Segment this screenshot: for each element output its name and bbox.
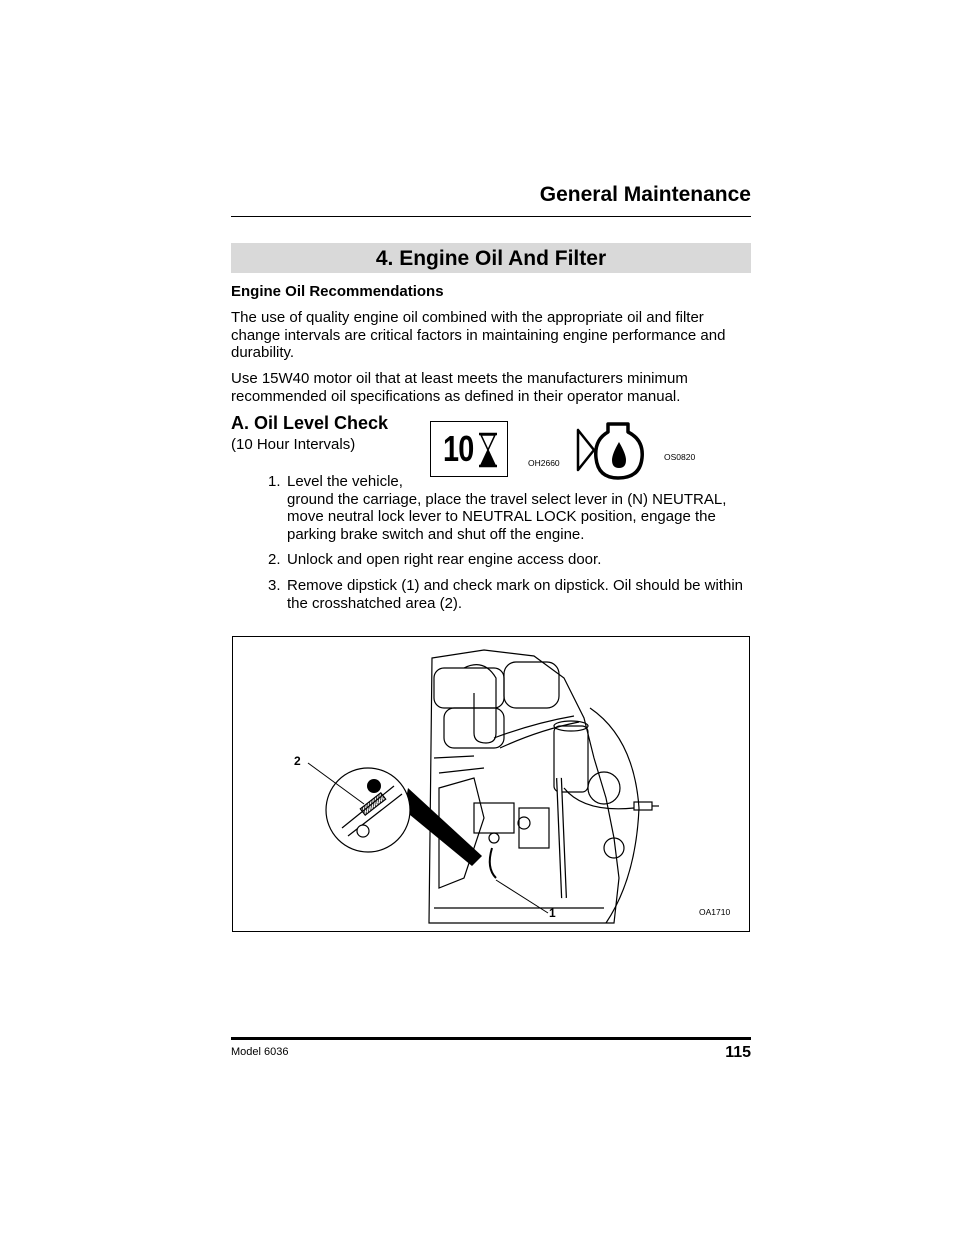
header-divider	[231, 216, 751, 217]
engine-illustration	[234, 638, 748, 930]
step-number: 2.	[268, 551, 281, 568]
footer-model: Model 6036	[231, 1046, 289, 1058]
recommendations-paragraph-1: The use of quality engine oil combined with the appropriate oil and filter change intervals are critical factors in maintaining engine performance and durability.	[231, 309, 726, 361]
step-3	[268, 577, 751, 617]
step-number: 1.	[268, 473, 281, 490]
hourglass-icon	[477, 432, 499, 468]
engine-oil-icon-code: OS0820	[664, 452, 696, 462]
step-text: Level the vehicle,	[287, 473, 403, 490]
step-1	[268, 473, 751, 543]
callout-label-1: 1	[549, 906, 556, 920]
callout-label-2: 2	[294, 754, 301, 768]
recommendations-heading: Engine Oil Recommendations	[231, 283, 444, 300]
hour-meter-number: 10	[443, 428, 474, 469]
page-number: 115	[725, 1044, 751, 1061]
recommendations-paragraph-2: Use 15W40 motor oil that at least meets the manufacturers minimum recommended oil specifications as defined in their operator manual.	[231, 370, 688, 405]
step-text: Unlock and open right rear engine access door.	[287, 551, 602, 568]
chapter-title: 4. Engine Oil And Filter	[231, 243, 751, 273]
section-title: General Maintenance	[539, 183, 751, 206]
step-number: 3.	[268, 577, 281, 594]
hour-meter-icon-code: OH2660	[528, 458, 560, 468]
step-text: ground the carriage, place the travel select lever in (N) NEUTRAL, move neutral lock lever to NEUTRAL LOCK position, engage the parking brake switch and shut off the engine.	[287, 490, 727, 543]
oil-level-check-heading: A. Oil Level Check	[231, 413, 389, 433]
footer-divider	[231, 1037, 751, 1040]
figure-code: OA1710	[699, 907, 731, 917]
step-2	[268, 551, 751, 571]
interval-text: (10 Hour Intervals)	[231, 436, 356, 453]
step-text: Remove dipstick (1) and check mark on dipstick. Oil should be within the crosshatched area (2).	[287, 577, 744, 612]
